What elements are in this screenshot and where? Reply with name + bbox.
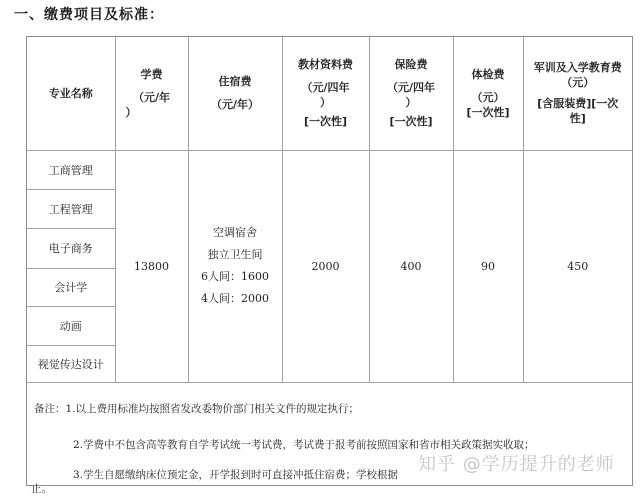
major-cell: 工程管理 bbox=[27, 189, 115, 228]
insurance-value: 400 bbox=[369, 150, 453, 382]
header-materials: 教材资料费 （元/四年 ） [一次性] bbox=[282, 37, 369, 150]
note-line-1: 备注：1.以上费用标准均按照省发改委物价部门相关文件的规定执行； bbox=[34, 403, 360, 415]
physical-value: 90 bbox=[453, 150, 523, 382]
section-heading: 一、缴费项目及标准： bbox=[14, 7, 164, 23]
note-line-2: 2.学费中不包含高等教育自学考试统一考试费，考试费于报考前按照国家和省市相关政策据实收取； bbox=[73, 439, 535, 451]
header-insurance: 保险费 （元/四年 ） [一次性] bbox=[369, 37, 453, 150]
table-row bbox=[27, 150, 632, 189]
header-military: 军训及入学教育费 （元） [含服装费][一次 性] bbox=[523, 37, 632, 150]
table-header-row bbox=[27, 37, 632, 150]
header-physical: 体检费 （元） [一次性] bbox=[453, 37, 523, 150]
military-value: 450 bbox=[523, 150, 632, 382]
major-cell: 视觉传达设计 bbox=[27, 345, 115, 382]
major-cell: 电子商务 bbox=[27, 228, 115, 268]
major-cell: 会计学 bbox=[27, 268, 115, 306]
fee-table-frame bbox=[26, 36, 633, 495]
note-line-3: 3.学生自愿缴纳床位预定金，开学报到时可直接冲抵住宿费；学校根据 bbox=[73, 469, 399, 481]
header-major: 专业名称 bbox=[27, 37, 115, 150]
major-cell: 工商管理 bbox=[27, 150, 115, 189]
dorm-value: 空调宿舍 独立卫生间 6人间：1600 4人间：2000 bbox=[188, 150, 282, 382]
major-cell: 动画 bbox=[27, 306, 115, 345]
fee-table bbox=[27, 37, 632, 383]
tuition-value: 13800 bbox=[115, 150, 188, 382]
note-line-4: 止。 bbox=[31, 483, 52, 495]
header-dorm: 住宿费 （元/年） bbox=[188, 37, 282, 150]
header-tuition: 学费 （元/年 ） bbox=[115, 37, 188, 150]
materials-value: 2000 bbox=[282, 150, 369, 382]
watermark: 知乎 @学历提升的老师 bbox=[418, 454, 615, 475]
